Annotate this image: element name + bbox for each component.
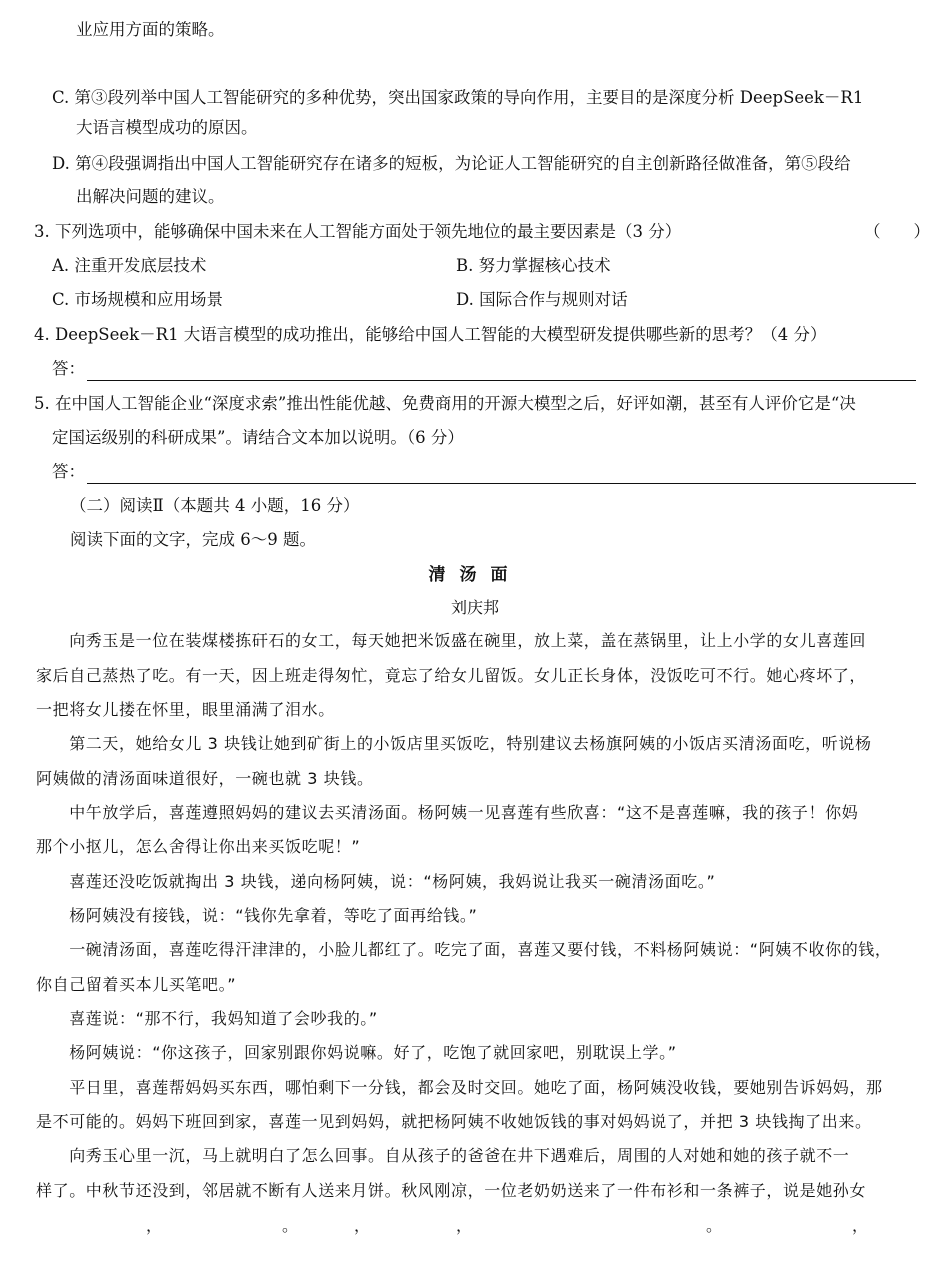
cut-off-punctuation: ，: [852, 1216, 869, 1235]
q3-option-d: D. 国际合作与规则对话: [456, 290, 628, 309]
q5-answer-label: 答：: [52, 462, 85, 481]
section-heading: （二）阅读Ⅱ（本题共 4 小题，16 分）: [70, 496, 360, 515]
story-line: 是不可能的。妈妈下班回到家，喜莲一见到妈妈，就把杨阿姨不收她饭钱的事对妈妈说了，并把 3 块钱掏了出来。: [36, 1112, 872, 1131]
story-line: 向秀玉心里一沉，马上就明白了怎么回事。自从孩子的爸爸在井下遇难后，周围的人对她和她的孩子就不一: [36, 1146, 850, 1165]
story-line: 杨阿姨说：“你这孩子，回家别跟你妈说嘛。好了，吃饱了就回家吧，别耽误上学。”: [36, 1043, 677, 1062]
story-line: 一碗清汤面，喜莲吃得汗津津的，小脸儿都红了。吃完了面，喜莲又要付钱，不料杨阿姨说：“阿姨不收你的钱，: [36, 940, 892, 959]
cut-off-punctuation: 。: [282, 1216, 299, 1235]
story-line: 喜莲说：“那不行，我妈知道了会吵我的。”: [36, 1009, 378, 1028]
story-line: 向秀玉是一位在装煤楼拣矸石的女工，每天她把米饭盛在碗里，放上菜，盖在蒸锅里，让上小学的女儿喜莲回: [36, 631, 867, 650]
q5-answer-row: [52, 460, 916, 484]
story-line: 阿姨做的清汤面味道很好，一碗也就 3 块钱。: [36, 769, 374, 788]
option-c-line2: 大语言模型成功的原因。: [76, 118, 258, 137]
story-author: 刘庆邦: [450, 598, 499, 617]
q5-answer-line[interactable]: [87, 465, 916, 484]
q3-option-b: B. 努力掌握核心技术: [456, 256, 611, 275]
option-d-line2: 出解决问题的建议。: [76, 187, 225, 206]
section-instruction: 阅读下面的文字，完成 6～9 题。: [70, 530, 316, 549]
story-line: 喜莲还没吃饭就掏出 3 块钱，递向杨阿姨，说：“杨阿姨，我妈说让我买一碗清汤面吃。”: [36, 872, 716, 891]
q4-answer-line[interactable]: [87, 362, 916, 381]
q4-answer-row: [52, 357, 916, 381]
option-d-line1: D. 第④段强调指出中国人工智能研究存在诸多的短板，为论证人工智能研究的自主创新路径做准备，第⑤段给: [52, 154, 851, 173]
story-line: 你自己留着买本儿买笔吧。”: [36, 975, 237, 994]
option-c-line1: C. 第③段列举中国人工智能研究的多种优势，突出国家政策的导向作用，主要目的是深度分析 DeepSeek－R1: [52, 88, 864, 107]
q4-answer-label: 答：: [52, 359, 85, 378]
story-title: 清汤面: [428, 565, 522, 585]
cut-off-punctuation: ，: [456, 1216, 473, 1235]
cut-off-punctuation: ，: [354, 1216, 371, 1235]
q3-option-a: A. 注重开发底层技术: [52, 256, 207, 275]
question-5-line2: 定国运级别的科研成果”。请结合文本加以说明。（6 分）: [52, 428, 464, 447]
option-b-continuation: 业应用方面的策略。: [76, 20, 225, 39]
story-line: 第二天，她给女儿 3 块钱让她到矿街上的小饭店里买饭吃，特别建议去杨旗阿姨的小饭店买清汤面吃，听说杨: [36, 734, 872, 753]
q3-option-c: C. 市场规模和应用场景: [52, 290, 224, 309]
story-line: 杨阿姨没有接钱，说：“钱你先拿着，等吃了面再给钱。”: [36, 906, 478, 925]
story-line: 家后自己蒸热了吃。有一天，因上班走得匆忙，竟忘了给女儿留饭。女儿正长身体，没饭吃可不行。她心疼坏了，: [36, 666, 867, 685]
question-3-stem: 3. 下列选项中，能够确保中国未来在人工智能方面处于领先地位的最主要因素是（3 分）: [34, 222, 682, 241]
question-5-line1: 5. 在中国人工智能企业“深度求索”推出性能优越、免费商用的开源大模型之后，好评如潮，甚至有人评价它是“决: [34, 394, 856, 413]
story-line: 中午放学后，喜莲遵照妈妈的建议去买清汤面。杨阿姨一见喜莲有些欣喜：“这不是喜莲嘛，我的孩子！你妈: [36, 803, 859, 822]
story-line: 那个小抠儿，怎么舍得让你出来买饭吃呢！”: [36, 837, 361, 856]
cut-off-punctuation: ，: [146, 1216, 163, 1235]
story-line: 样了。中秋节还没到，邻居就不断有人送来月饼。秋风刚凉，一位老奶奶送来了一件布衫和一条裤子，说是她孙女: [36, 1181, 867, 1200]
story-line: 一把将女儿搂在怀里，眼里涌满了泪水。: [36, 700, 335, 719]
answer-parentheses: （ ）: [864, 222, 930, 241]
question-4-stem: 4. DeepSeek－R1 大语言模型的成功推出，能够给中国人工智能的大模型研发提供哪些新的思考？（4 分）: [34, 325, 827, 344]
story-line: 平日里，喜莲帮妈妈买东西，哪怕剩下一分钱，都会及时交回。她吃了面，杨阿姨没收钱，要她别告诉妈妈，那: [36, 1078, 883, 1097]
cut-off-punctuation: 。: [706, 1216, 723, 1235]
